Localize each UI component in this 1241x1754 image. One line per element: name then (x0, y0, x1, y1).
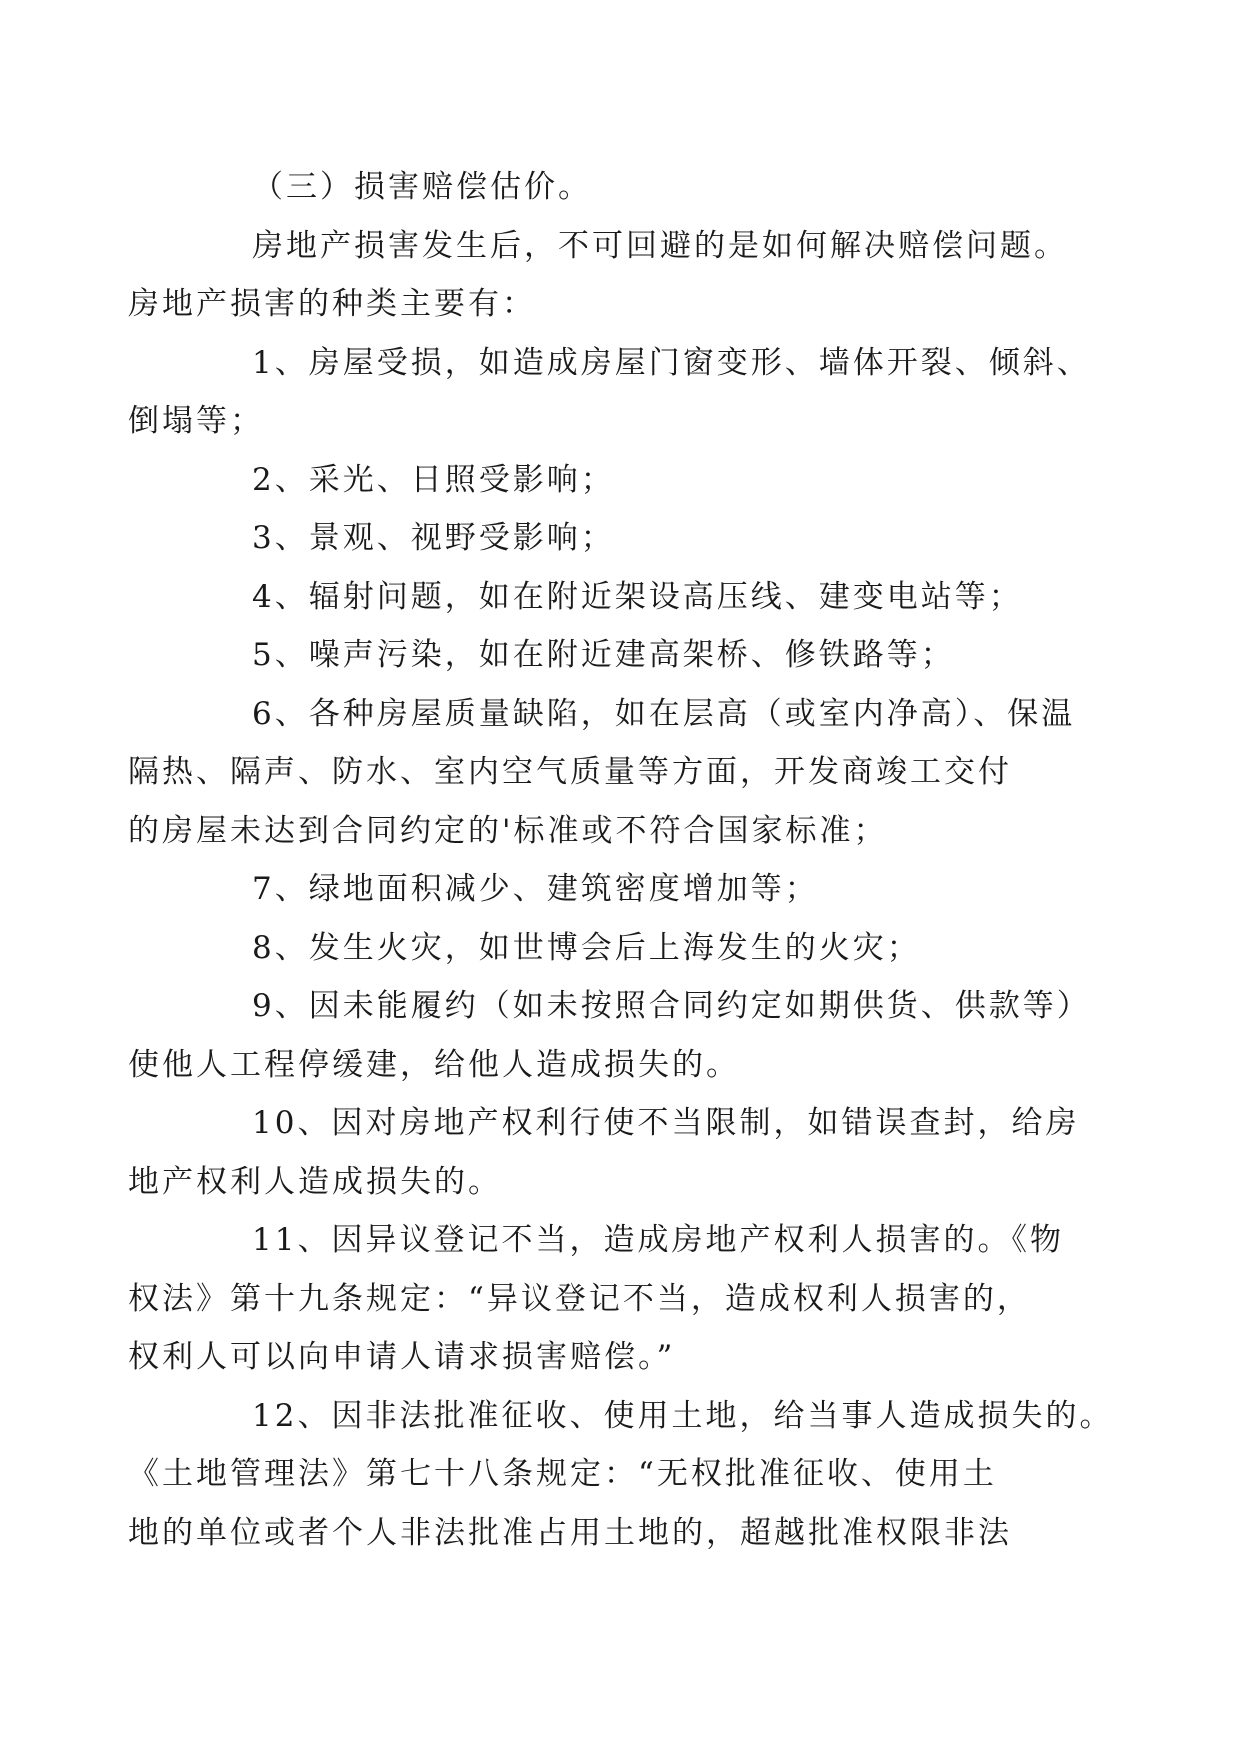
text-line: 倒塌等； (128, 403, 264, 439)
list-item-10 (128, 1094, 1080, 1211)
text-line: 权利人可以向申请人请求损害赔偿。” (128, 1339, 676, 1375)
list-item-2 (190, 451, 1070, 510)
text-line: 7、绿地面积减少、建筑密度增加等； (252, 871, 819, 907)
document-body (128, 158, 1114, 1562)
list-item-3 (190, 509, 1070, 568)
list-item-11 (128, 1211, 1070, 1387)
list-item-12 (128, 1387, 1114, 1563)
text-line: 1、房屋受损，如造成房屋门窗变形、墙体开裂、倾斜、 (252, 344, 1091, 381)
list-item-8 (190, 919, 1070, 978)
text-line: 使他人工程停缓建，给他人造成损失的。 (128, 1046, 740, 1083)
text-line: 地产权利人造成损失的。 (128, 1163, 502, 1200)
list-item-9 (128, 977, 1091, 1094)
text-line: 的房屋未达到合同约定的'标准或不符合国家标准； (128, 812, 888, 849)
text-line: 6、各种房屋质量缺陷，如在层高（或室内净高）、保温 (252, 695, 1076, 732)
list-item-7 (190, 860, 1070, 919)
text-line: 3、景观、视野受影响； (252, 520, 615, 556)
text-line: 12、因非法批准征收、使用土地，给当事人造成损失的。 (252, 1397, 1114, 1434)
text-line: 地的单位或者个人非法批准占用土地的，超越批准权限非法 (128, 1514, 1012, 1551)
paragraph-intro (128, 217, 1070, 334)
text-line: 《土地管理法》第七十八条规定：“无权批准征收、使用土 (128, 1456, 997, 1492)
section-heading (190, 158, 1070, 217)
text-line: 房地产损害的种类主要有： (128, 286, 536, 322)
text-line: 2、采光、日照受影响； (252, 461, 615, 498)
text-line: 9、因未能履约（如未按照合同约定如期供货、供款等） (252, 988, 1091, 1024)
text-line: 4、辐射问题，如在附近架设高压线、建变电站等； (252, 578, 1023, 615)
text-line: 房地产损害发生后，不可回避的是如何解决赔偿问题。 (252, 227, 1068, 264)
text-line: 11、因异议登记不当，造成房地产权利人损害的。《物 (252, 1222, 1064, 1258)
list-item-5 (190, 626, 1070, 685)
heading-text: （三）损害赔偿估价。 (252, 169, 592, 205)
list-item-6 (128, 685, 1076, 861)
text-line: 5、噪声污染，如在附近建高架桥、修铁路等； (252, 637, 955, 673)
text-line: 隔热、隔声、防水、室内空气质量等方面，开发商竣工交付 (128, 754, 1012, 790)
list-item-4 (190, 568, 1070, 627)
text-line: 8、发生火灾，如世博会后上海发生的火灾； (252, 929, 921, 966)
text-line: 权法》第十九条规定：“异议登记不当，造成权利人损害的， (128, 1280, 1031, 1317)
list-item-1 (128, 334, 1091, 451)
text-line: 10、因对房地产权利行使不当限制，如错误查封，给房 (252, 1105, 1080, 1141)
